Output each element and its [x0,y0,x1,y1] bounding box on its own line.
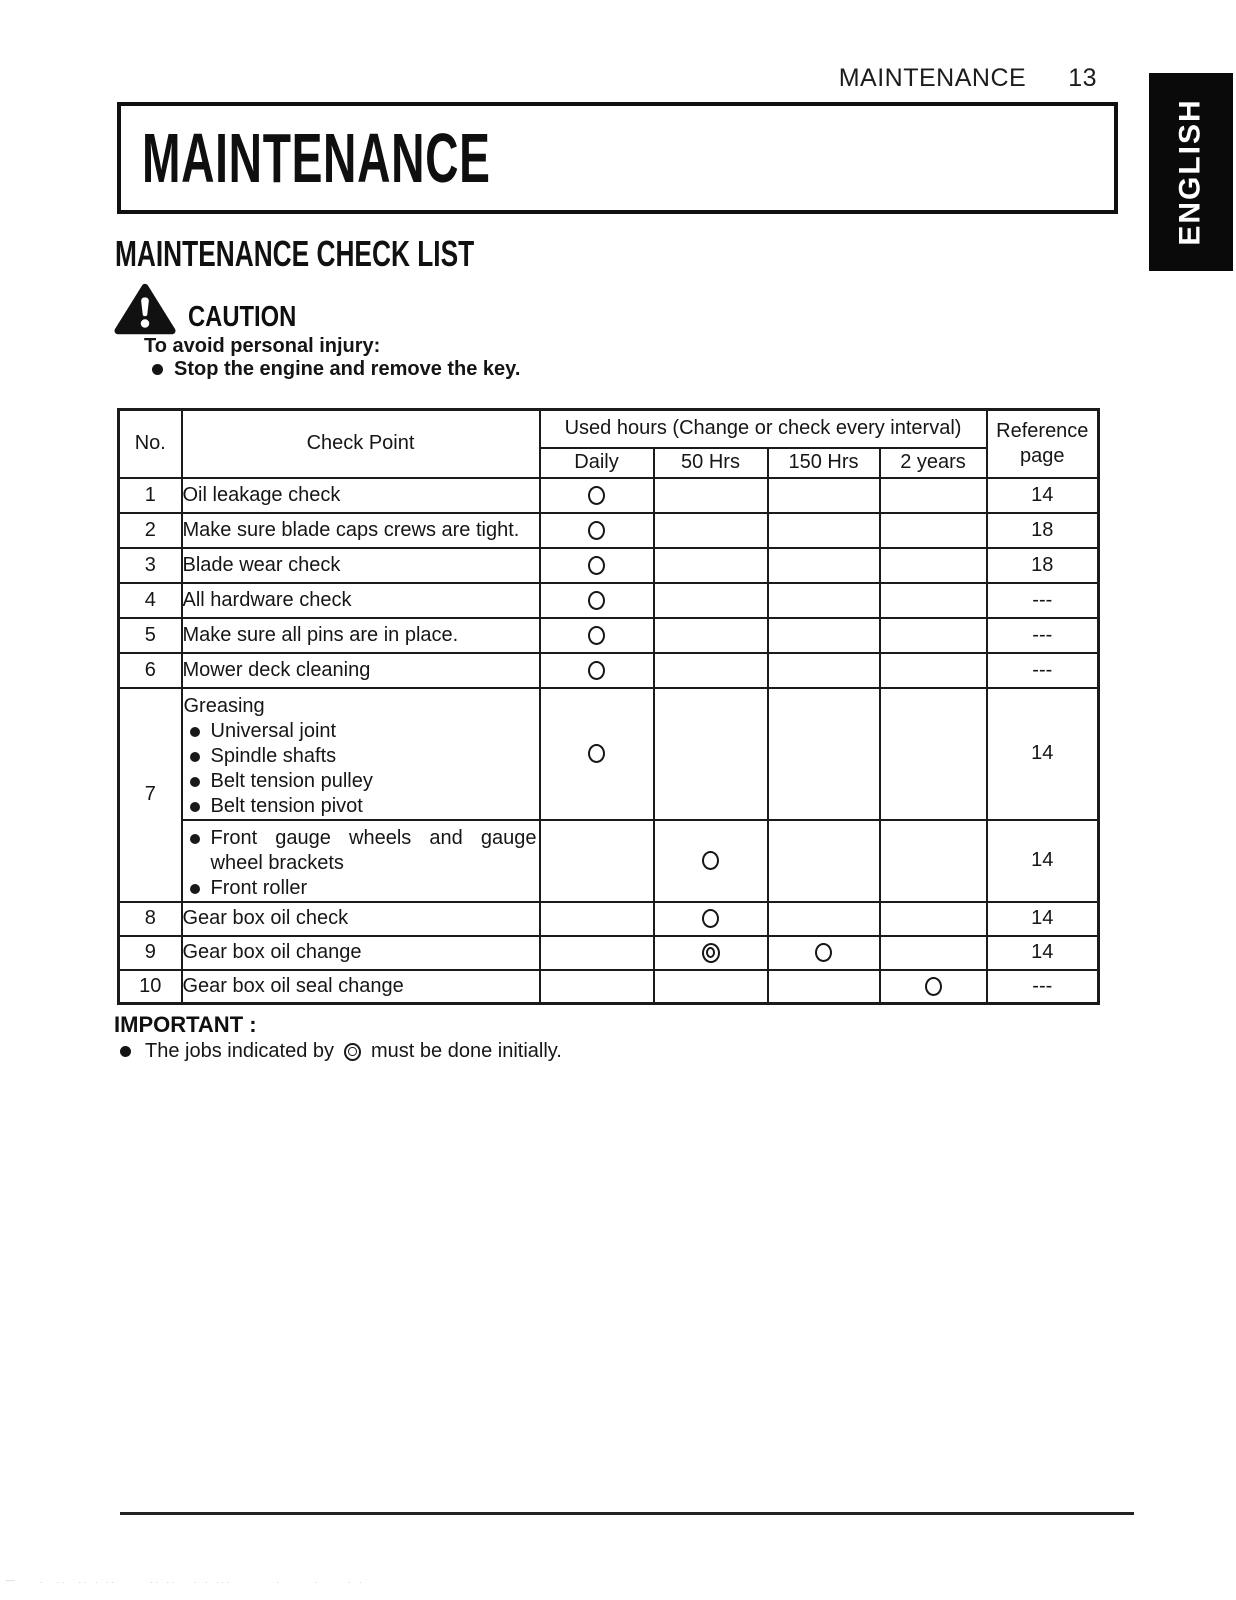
col-header-used-hours: Used hours (Change or check every interval) [540,410,987,448]
row-number: 6 [119,653,182,688]
language-tab-label: ENGLISH [1174,98,1208,246]
daily-cell [540,902,654,936]
greasing-title: Greasing [183,694,265,717]
reference-cell: 14 [987,936,1099,970]
table-row [119,653,1099,688]
2years-cell [880,902,987,936]
daily-cell [540,513,654,548]
caution-label: CAUTION [188,301,297,333]
check-point-cell [182,820,540,902]
col-header-reference-line2: page [1020,444,1065,467]
50hrs-cell [654,820,768,902]
150hrs-cell [768,548,880,583]
interval-mark-icon [702,943,720,963]
page-number: 13 [1068,64,1097,92]
check-point-cell: Mower deck cleaning [182,653,540,688]
caution-triangle-icon [114,283,176,341]
150hrs-cell [768,970,880,1004]
150hrs-cell [768,478,880,513]
row-number: 1 [119,478,182,513]
bullet-icon [190,727,200,737]
reference-cell: --- [987,970,1099,1004]
150hrs-cell [768,902,880,936]
check-point-cell: Gear box oil check [182,902,540,936]
caution-intro: To avoid personal injury: [144,335,381,357]
150hrs-cell [768,688,880,820]
interval-mark-icon [588,486,605,505]
2years-cell [880,653,987,688]
50hrs-cell [654,936,768,970]
reference-cell: 14 [987,688,1099,820]
interval-mark-icon [588,556,605,575]
reference-cell: --- [987,653,1099,688]
chapter-title-box [117,102,1118,214]
row-number: 8 [119,902,182,936]
2years-cell [880,936,987,970]
daily-cell [540,688,654,820]
bullet-icon [120,1046,131,1057]
col-header-no: No. [119,410,182,478]
50hrs-cell [654,653,768,688]
interval-mark-icon [588,591,605,610]
50hrs-cell [654,688,768,820]
bullet-icon [190,752,200,762]
interval-mark-icon [588,744,605,763]
table-row [119,513,1099,548]
2years-cell [880,583,987,618]
table-row [119,902,1099,936]
greasing-item: Belt tension pulley [210,769,373,792]
interval-mark-icon [588,521,605,540]
check-point-cell: Gear box oil change [182,936,540,970]
check-point-cell: Oil leakage check [182,478,540,513]
interval-mark-icon [588,626,605,645]
greasing-item: Universal joint [210,719,337,742]
table-row [119,583,1099,618]
row-number: 7 [119,688,182,902]
check-point-cell: Blade wear check [182,548,540,583]
150hrs-cell [768,820,880,902]
important-item [120,1040,562,1063]
daily-cell [540,970,654,1004]
row-number: 5 [119,618,182,653]
table-row [119,618,1099,653]
row-number: 3 [119,548,182,583]
150hrs-cell [768,583,880,618]
footer-rule [120,1512,1134,1515]
table-row [119,936,1099,970]
col-header-daily: Daily [540,448,654,478]
interval-mark-icon [702,909,719,928]
reference-cell: 14 [987,902,1099,936]
50hrs-cell [654,513,768,548]
check-point-cell: Make sure blade caps crews are tight. [182,513,540,548]
greasing-item: Belt tension pivot [210,794,363,817]
bullet-icon [190,834,200,844]
chapter-title: MAINTENANCE [142,119,491,197]
check-point-cell [182,688,540,820]
daily-cell [540,653,654,688]
daily-cell [540,618,654,653]
reference-cell: --- [987,618,1099,653]
2years-cell [880,513,987,548]
row-number: 9 [119,936,182,970]
150hrs-cell [768,513,880,548]
150hrs-cell [768,936,880,970]
daily-cell [540,936,654,970]
caution-item [152,358,520,381]
running-header-section: MAINTENANCE [838,64,1027,92]
2years-cell [880,688,987,820]
daily-cell [540,583,654,618]
50hrs-cell [654,902,768,936]
important-label: IMPORTANT : [114,1012,257,1037]
greasing-item: Front gauge wheels and gauge wheel brackets [210,826,537,874]
col-header-reference-line1: Reference [996,419,1089,442]
interval-mark-icon [815,943,832,962]
greasing-item: Spindle shafts [210,744,337,767]
col-header-2years: 2 years [880,448,987,478]
50hrs-cell [654,618,768,653]
2years-cell [880,970,987,1004]
section-heading: MAINTENANCE CHECK LIST [115,233,475,274]
col-header-150hrs: 150 Hrs [768,448,880,478]
50hrs-cell [654,548,768,583]
50hrs-cell [654,970,768,1004]
col-header-50hrs: 50 Hrs [654,448,768,478]
row-number: 4 [119,583,182,618]
bullet-icon [190,802,200,812]
important-item-text [145,1040,562,1063]
table-row-7a [119,688,1099,820]
important-text-before: The jobs indicated by [145,1040,335,1062]
2years-cell [880,548,987,583]
running-header [117,64,1097,93]
daily-cell [540,820,654,902]
row-number: 2 [119,513,182,548]
interval-mark-icon [702,851,719,870]
reference-cell: 18 [987,513,1099,548]
table-row [119,478,1099,513]
daily-cell [540,478,654,513]
bullet-icon [190,884,200,894]
2years-cell [880,618,987,653]
reference-cell: --- [987,583,1099,618]
150hrs-cell [768,653,880,688]
bullet-icon [152,364,163,375]
150hrs-cell [768,618,880,653]
important-text-after: must be done initially. [371,1040,562,1062]
2years-cell [880,820,987,902]
table-row [119,970,1099,1004]
table-row-7b [119,820,1099,902]
row-number: 10 [119,970,182,1004]
double-circle-mark-icon [344,1043,361,1061]
check-point-cell: Gear box oil seal change [182,970,540,1004]
language-side-tab [1149,73,1233,271]
greasing-item: Front roller [210,876,308,899]
2years-cell [880,478,987,513]
reference-cell: 14 [987,820,1099,902]
check-point-cell: All hardware check [182,583,540,618]
50hrs-cell [654,478,768,513]
50hrs-cell [654,583,768,618]
footer-scan-fragments: — . .. .. . .. .. .. . . ... . . . . [6,1575,365,1585]
maintenance-check-table [117,408,1100,1005]
interval-mark-icon [588,661,605,680]
col-header-check-point: Check Point [182,410,540,478]
bullet-icon [190,777,200,787]
caution-item-text: Stop the engine and remove the key. [174,358,521,380]
daily-cell [540,548,654,583]
interval-mark-icon [925,977,942,996]
reference-cell: 18 [987,548,1099,583]
reference-cell: 14 [987,478,1099,513]
col-header-reference [987,410,1099,478]
table-row [119,548,1099,583]
check-point-cell: Make sure all pins are in place. [182,618,540,653]
